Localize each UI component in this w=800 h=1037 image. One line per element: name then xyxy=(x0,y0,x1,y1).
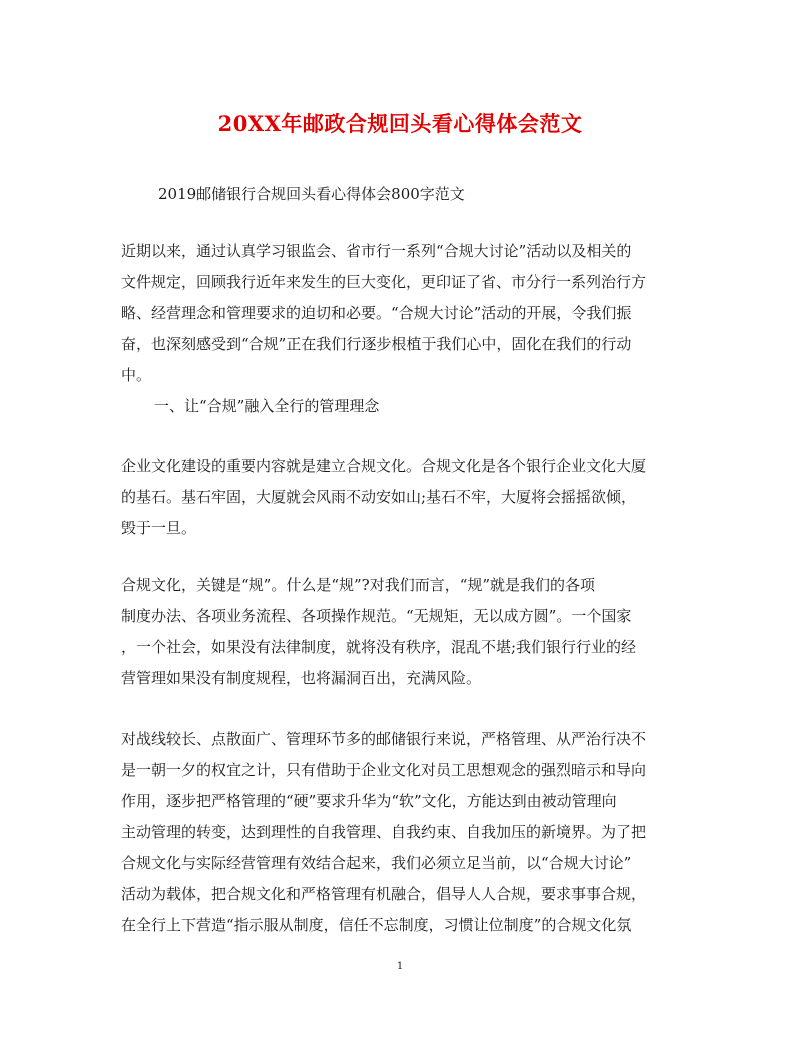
text-line: 在全行上下营造“指示服从制度，信任不忘制度，习惯让位制度”的合规文化氛 xyxy=(121,916,632,934)
paragraph-management xyxy=(121,724,686,941)
page-number: 1 xyxy=(396,961,404,972)
text-line: 对战线较长、点散面广、管理环节多的邮储银行来说，严格管理、从严治行决不 xyxy=(121,730,647,748)
text-line: 略、经营理念和管理要求的迫切和必要。“合规大讨论”活动的开展，令我们振 xyxy=(121,304,632,322)
paragraph-culture xyxy=(121,451,686,544)
section-heading: 一、让“合规”融入全行的管理理念 xyxy=(154,397,380,415)
text-line: 制度办法、各项业务流程、各项操作规范。“无规矩，无以成方圆”。一个国家 xyxy=(121,607,632,625)
text-line: 的基石。基石牢固，大厦就会风雨不动安如山;基石不牢，大厦将会摇摇欲倾， xyxy=(121,488,637,506)
text-line: 近期以来，通过认真学习银监会、省市行一系列“合规大讨论”活动以及相关的 xyxy=(121,242,632,260)
text-line: 文件规定，回顾我行近年来发生的巨大变化，更印证了省、市分行一系列治行方 xyxy=(121,273,647,291)
text-line: 活动为载体，把合规文化和严格管理有机融合，倡导人人合规，要求事事合规， xyxy=(121,885,647,903)
document-title: 20XX年邮政合规回头看心得体会范文 xyxy=(217,111,583,136)
text-line: 合规文化与实际经营管理有效结合起来，我们必须立足当前，以“合规大讨论” xyxy=(121,854,632,872)
paragraph-rules xyxy=(121,570,686,694)
text-line: 毁于一旦。 xyxy=(121,519,197,537)
document-subtitle: 2019邮储银行合规回头看心得体会800字范文 xyxy=(158,185,465,203)
text-line: 是一朝一夕的权宜之计，只有借助于企业文化对员工思想观念的强烈暗示和导向 xyxy=(121,761,647,779)
text-line: 奋，也深刻感受到“合规”正在我们行逐步根植于我们心中，固化在我们的行动 xyxy=(121,335,632,353)
text-line: 合规文化，关键是“规”。什么是“规”?对我们而言，“规”就是我们的各项 xyxy=(121,576,596,594)
text-line: 中。 xyxy=(121,366,152,384)
paragraph-intro xyxy=(121,236,686,391)
text-line: 企业文化建设的重要内容就是建立合规文化。合规文化是各个银行企业文化大厦 xyxy=(121,457,647,475)
text-line: 营管理如果没有制度规程，也将漏洞百出，充满风险。 xyxy=(121,669,482,687)
text-line: ，一个社会，如果没有法律制度，就将没有秩序，混乱不堪;我们银行行业的经 xyxy=(121,638,637,656)
text-line: 作用，逐步把严格管理的“硬”要求升华为“软”文化，方能达到由被动管理向 xyxy=(121,792,617,810)
text-line: 主动管理的转变，达到理性的自我管理、自我约束、自我加压的新境界。为了把 xyxy=(121,823,647,841)
